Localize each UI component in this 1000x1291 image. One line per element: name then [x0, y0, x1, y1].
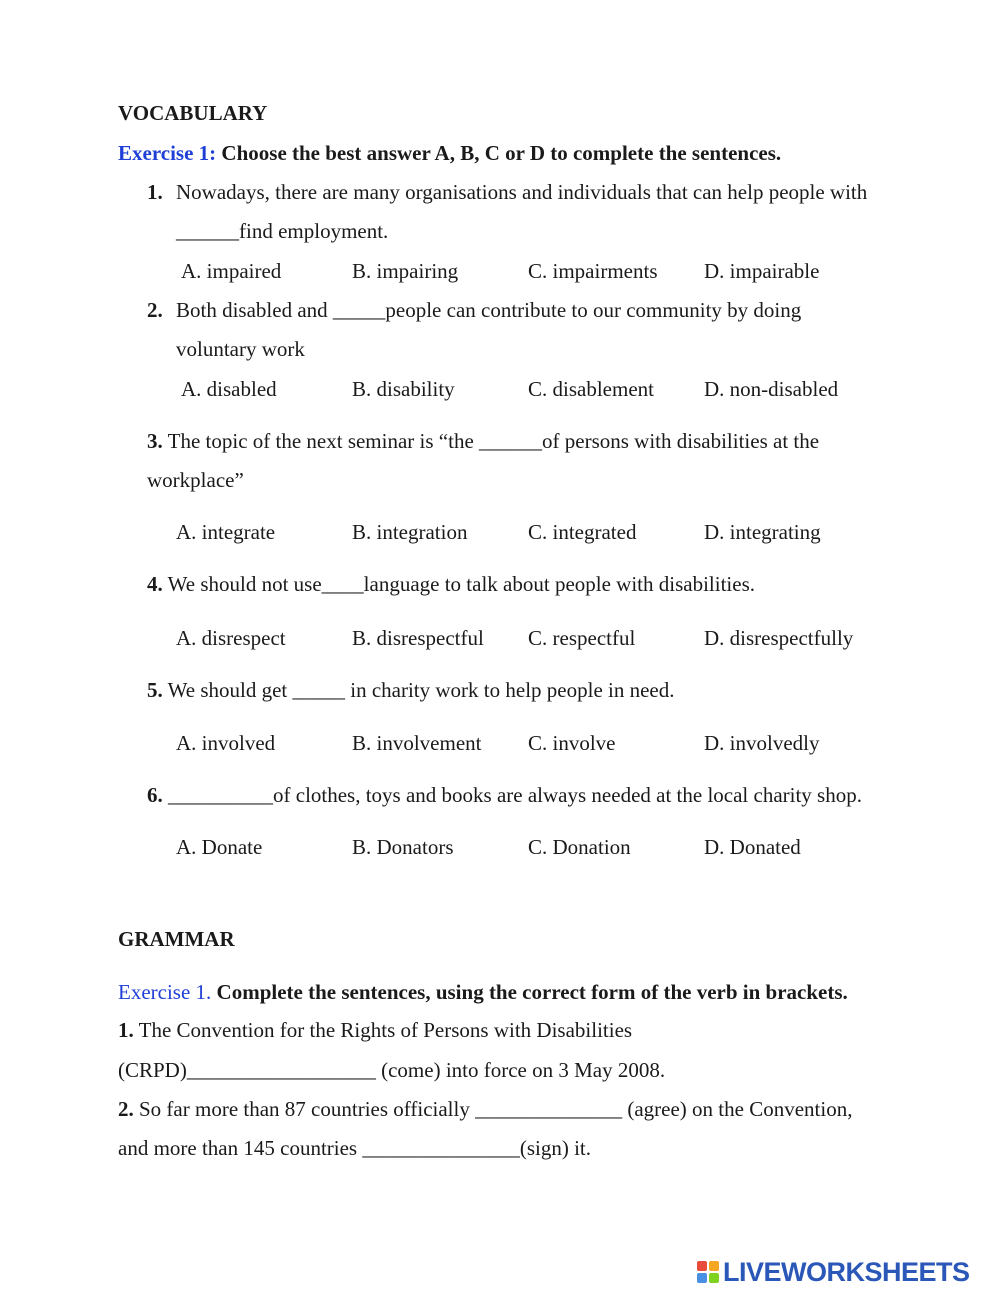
question-6 — [147, 782, 862, 808]
question-text: (CRPD) — [118, 1058, 187, 1082]
question-text: of clothes, toys and books are always needed at the local charity shop. — [273, 783, 862, 807]
option-b[interactable]: B. integration — [352, 520, 468, 544]
grammar-question-1-line2 — [118, 1057, 665, 1083]
option-c[interactable]: C. Donation — [528, 835, 631, 859]
option-a[interactable]: A. impaired — [181, 259, 282, 283]
option-a[interactable]: A. integrate — [176, 520, 276, 544]
logo-square-icon — [697, 1273, 707, 1283]
liveworksheets-logo[interactable] — [697, 1258, 970, 1286]
logo-text: LIVEWORKSHEETS — [723, 1256, 970, 1287]
question-text: language to talk about people with disabilities. — [363, 572, 756, 596]
question-text: people can contribute to our community by doing — [385, 298, 802, 322]
question-text: Nowadays, there are many organisations and individuals that can help people with — [176, 180, 868, 204]
grammar-question-2 — [118, 1096, 852, 1122]
question-text: The Convention for the Rights of Persons with Disabilities — [133, 1018, 633, 1042]
option-b[interactable]: B. impairing — [352, 259, 459, 283]
logo-mark-icon — [697, 1261, 719, 1283]
answer-blank[interactable]: _____ — [332, 298, 386, 322]
question-3 — [147, 428, 819, 454]
answer-blank[interactable]: __________________ — [186, 1058, 376, 1082]
question-number: 5. — [147, 678, 163, 702]
option-c[interactable]: C. integrated — [528, 520, 637, 544]
question-text: and more than 145 countries — [118, 1136, 363, 1160]
option-a[interactable]: A. disrespect — [176, 626, 286, 650]
question-2-line2: voluntary work — [176, 337, 305, 361]
question-text: (agree) on the Convention, — [622, 1097, 853, 1121]
option-d[interactable]: D. non-disabled — [704, 377, 839, 401]
question-text: of persons with disabilities at the — [542, 429, 820, 453]
answer-blank[interactable]: ______ — [176, 219, 239, 243]
question-1-line2 — [176, 218, 388, 244]
grammar-question-2-line2 — [118, 1135, 591, 1161]
option-b[interactable]: B. disability — [352, 377, 455, 401]
option-d[interactable]: D. integrating — [704, 520, 821, 544]
option-a[interactable]: A. Donate — [176, 835, 263, 859]
question-text: (sign) it. — [519, 1136, 592, 1160]
option-c[interactable]: C. disablement — [528, 377, 654, 401]
question-text: We should not use — [162, 572, 322, 596]
question-number: 1. — [147, 180, 163, 204]
grammar-exercise-instruction: Complete the sentences, using the correct form of the verb in brackets. — [216, 980, 848, 1004]
logo-square-icon — [709, 1261, 719, 1271]
question-3-line2: workplace” — [147, 468, 244, 492]
question-text: find employment. — [239, 219, 389, 243]
grammar-question-1 — [118, 1017, 632, 1043]
option-d[interactable]: D. impairable — [704, 259, 820, 283]
option-b[interactable]: B. disrespectful — [352, 626, 484, 650]
question-number: 1. — [118, 1018, 134, 1042]
question-text: (come) into force on 3 May 2008. — [375, 1058, 666, 1082]
question-text: So far more than 87 countries officially — [133, 1097, 476, 1121]
option-c[interactable]: C. impairments — [528, 259, 658, 283]
answer-blank[interactable]: _____ — [292, 678, 345, 702]
vocab-exercise-title — [118, 140, 781, 166]
vocabulary-heading: VOCABULARY — [118, 101, 268, 125]
question-text: We should get — [162, 678, 293, 702]
grammar-exercise-title — [118, 979, 848, 1005]
question-number: 2. — [118, 1097, 134, 1121]
answer-blank[interactable]: ______ — [479, 429, 543, 453]
option-d[interactable]: D. disrespectfully — [704, 626, 854, 650]
option-d[interactable]: D. Donated — [704, 835, 801, 859]
question-5 — [147, 677, 675, 703]
option-c[interactable]: C. respectful — [528, 626, 636, 650]
option-d[interactable]: D. involvedly — [704, 731, 820, 755]
question-2 — [147, 297, 801, 323]
question-text: Both disabled and — [176, 298, 333, 322]
vocab-exercise-instruction: Choose the best answer A, B, C or D to complete the sentences. — [221, 141, 782, 165]
answer-blank[interactable]: __________ — [168, 783, 273, 807]
question-number: 3. — [147, 429, 163, 453]
grammar-exercise-label: Exercise 1. — [118, 980, 212, 1004]
question-number: 6. — [147, 783, 163, 807]
option-b[interactable]: B. Donators — [352, 835, 454, 859]
question-text: The topic of the next seminar is “the — [162, 429, 480, 453]
question-number: 4. — [147, 572, 163, 596]
option-c[interactable]: C. involve — [528, 731, 616, 755]
question-1 — [147, 179, 867, 205]
answer-blank[interactable]: ____ — [321, 572, 364, 596]
logo-square-icon — [709, 1273, 719, 1283]
question-4 — [147, 571, 755, 597]
option-b[interactable]: B. involvement — [352, 731, 482, 755]
logo-square-icon — [697, 1261, 707, 1271]
question-text: in charity work to help people in need. — [345, 678, 675, 702]
question-number: 2. — [147, 298, 163, 322]
grammar-heading: GRAMMAR — [118, 927, 235, 951]
answer-blank[interactable]: ______________ — [475, 1097, 623, 1121]
option-a[interactable]: A. disabled — [181, 377, 277, 401]
vocab-exercise-label: Exercise 1: — [118, 141, 217, 165]
answer-blank[interactable]: _______________ — [362, 1136, 520, 1160]
option-a[interactable]: A. involved — [176, 731, 276, 755]
